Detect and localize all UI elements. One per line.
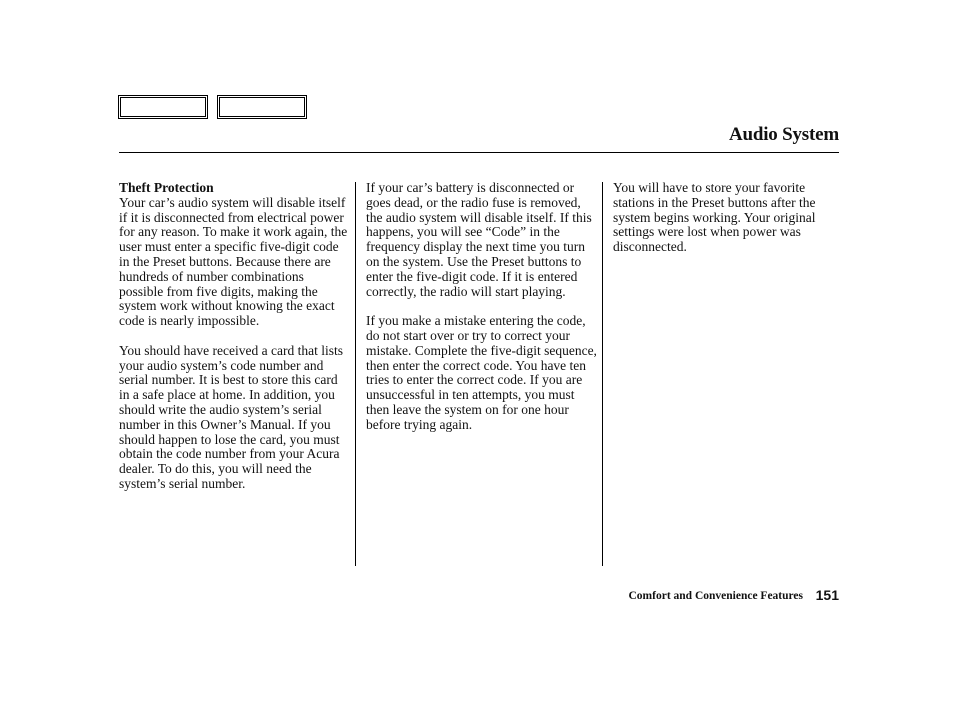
paragraph: You will have to store your favorite stations in the Preset buttons after the system begins working. Your original settings were lost when power was disconnected. bbox=[613, 180, 816, 255]
column-divider bbox=[355, 182, 356, 566]
theft-protection-heading: Theft Protection bbox=[119, 180, 214, 195]
next-page-button[interactable] bbox=[217, 95, 307, 119]
page-number: 151 bbox=[815, 587, 839, 603]
left-column bbox=[119, 181, 351, 507]
column-divider bbox=[602, 182, 603, 566]
title-rule bbox=[119, 152, 839, 153]
previous-page-button[interactable] bbox=[118, 95, 208, 119]
footer-section-name: Comfort and Convenience Features bbox=[628, 590, 803, 602]
paragraph: Your car’s audio system will disable itself if it is disconnected from electrical power for any reason. To make it work again, the user must enter a specific five-digit code in the Preset buttons. Because there are hundreds of number combinations possible from five digits, making the system work without knowing the exact code is nearly impossible. bbox=[119, 194, 348, 329]
right-column bbox=[613, 181, 845, 270]
paragraph: You should have received a card that lists your audio system’s code number and serial number. It is best to store this card in a safe place at home. In addition, you should write the audio system’s serial number in this Owner’s Manual. If you should happen to lose the card, you must obtain the code number from your Acura dealer. To do this, you will need the system’s serial number. bbox=[119, 342, 343, 491]
paragraph: If your car’s battery is disconnected or goes dead, or the radio fuse is removed, the audio system will disable itself. If this happens, you will see “Code” in the frequency display the next time you turn on the system. Use the Preset buttons to enter the five-digit code. If it is entered correctly, the radio will start playing. bbox=[366, 180, 592, 299]
section-title: Audio System bbox=[728, 124, 839, 145]
paragraph: If you make a mistake entering the code, do not start over or try to correct your mistake. Complete the five-digit sequence, then enter the correct code. You have ten tries to enter the correct code. If you are unsuccessful in ten attempts, you must then leave the system on for one hour before trying again. bbox=[366, 313, 597, 432]
middle-column bbox=[366, 181, 598, 447]
